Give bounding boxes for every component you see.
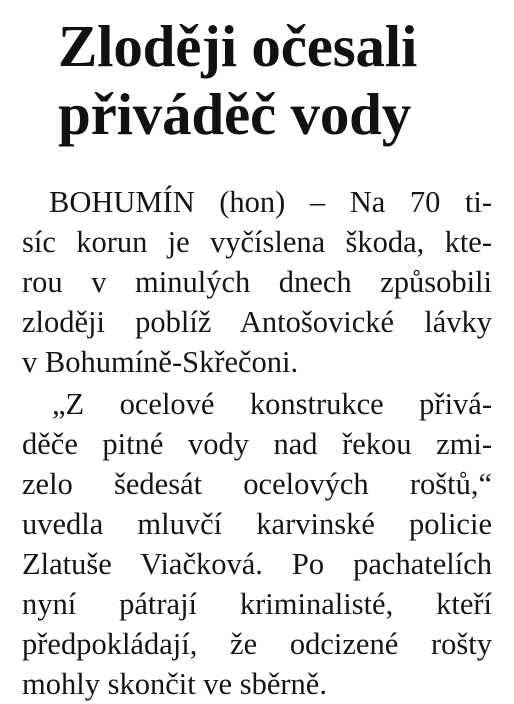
paragraph-line: „Z ocelové konstrukce přivá- — [52, 387, 492, 421]
paragraph-line: děče pitné vody nad řekou zmi- — [22, 427, 492, 461]
paragraph-line: BOHUMÍN (hon) – Na 70 ti- — [49, 185, 492, 219]
paragraph-line: nyní pátrají kriminalisté, kteří — [22, 587, 492, 621]
paragraph-line: Zlatuše Viačková. Po pachatelích — [22, 547, 492, 581]
headline-line: Zloději očesali — [58, 13, 418, 79]
paragraph-line: rou v minulých dnech způsobili — [22, 265, 492, 299]
paragraph-line: síc korun je vyčíslena škoda, kte- — [22, 225, 492, 259]
paragraph-line: zloději poblíž Antošovické lávky — [22, 305, 492, 339]
paragraph-line: předpokládají, že odcizené rošty — [22, 627, 492, 661]
article-headline — [58, 12, 417, 148]
paragraph-line: v Bohumíně-Skřečoni. — [22, 345, 299, 379]
paragraph-line: zelo šedesát ocelových roštů,“ — [22, 467, 492, 501]
headline-line: přiváděč vody — [58, 81, 412, 147]
paragraph-line: uvedla mluvčí karvinské policie — [22, 507, 492, 541]
paragraph-line: mohly skončit ve sběrně. — [22, 667, 327, 701]
